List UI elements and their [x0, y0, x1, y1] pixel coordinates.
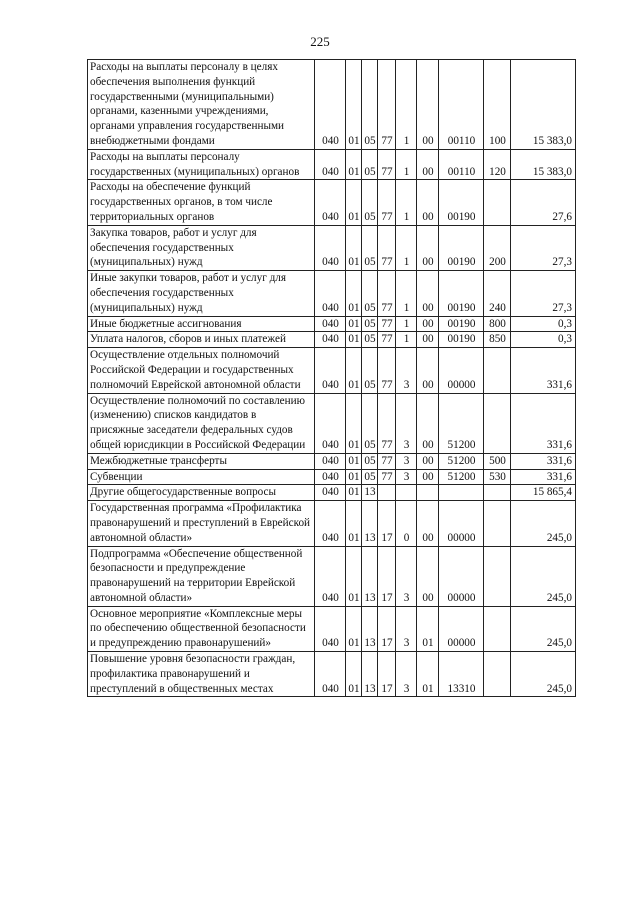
expense-type-code: 100 — [484, 60, 511, 150]
event-code: 00 — [417, 60, 439, 150]
expense-type-code: 240 — [484, 271, 511, 316]
subsection-code: 05 — [362, 149, 378, 180]
program-code: 17 — [378, 546, 396, 606]
event-code: 01 — [417, 606, 439, 651]
program-code: 77 — [378, 180, 396, 225]
table-row — [88, 149, 576, 180]
direction-code: 00000 — [439, 348, 484, 393]
direction-code: 00190 — [439, 271, 484, 316]
event-code: 00 — [417, 393, 439, 453]
budget-table — [87, 59, 576, 697]
section-code: 01 — [346, 180, 362, 225]
row-sum: 15 865,4 — [511, 485, 576, 501]
row-name: Расходы на выплаты персоналу государственных (муниципальных) органов — [88, 149, 315, 180]
subsection-code: 05 — [362, 332, 378, 348]
row-name: Осуществление полномочий по составлению (изменению) списков кандидатов в присяжные заседатели федеральных судов общей юрисдикции в Российской Федерации — [88, 393, 315, 453]
program-code: 77 — [378, 393, 396, 453]
event-code: 00 — [417, 149, 439, 180]
table-row — [88, 546, 576, 606]
row-name: Повышение уровня безопасности граждан, профилактика правонарушений и преступлений в общественных местах — [88, 652, 315, 697]
grbs-code: 040 — [315, 485, 346, 501]
grbs-code: 040 — [315, 271, 346, 316]
row-name: Осуществление отдельных полномочий Российской Федерации и государственных полномочий Еврейской автономной области — [88, 348, 315, 393]
page-number: 225 — [310, 34, 330, 49]
row-sum: 331,6 — [511, 393, 576, 453]
event-code: 00 — [417, 180, 439, 225]
section-code: 01 — [346, 60, 362, 150]
program-code: 77 — [378, 348, 396, 393]
expense-type-code: 800 — [484, 316, 511, 332]
section-code: 01 — [346, 453, 362, 469]
subsection-code: 05 — [362, 316, 378, 332]
subprogram-code: 3 — [396, 393, 417, 453]
row-sum: 245,0 — [511, 546, 576, 606]
event-code — [417, 485, 439, 501]
subprogram-code: 1 — [396, 60, 417, 150]
subprogram-code: 1 — [396, 180, 417, 225]
program-code: 77 — [378, 271, 396, 316]
direction-code: 00190 — [439, 332, 484, 348]
expense-type-code: 200 — [484, 225, 511, 270]
grbs-code: 040 — [315, 225, 346, 270]
table-row — [88, 348, 576, 393]
row-name: Иные бюджетные ассигнования — [88, 316, 315, 332]
row-name: Иные закупки товаров, работ и услуг для обеспечения государственных (муниципальных) нужд — [88, 271, 315, 316]
subsection-code: 05 — [362, 225, 378, 270]
subsection-code: 13 — [362, 546, 378, 606]
grbs-code: 040 — [315, 501, 346, 546]
section-code: 01 — [346, 316, 362, 332]
row-sum: 27,3 — [511, 271, 576, 316]
grbs-code: 040 — [315, 180, 346, 225]
subprogram-code: 3 — [396, 652, 417, 697]
subsection-code: 05 — [362, 271, 378, 316]
table-row — [88, 606, 576, 651]
section-code: 01 — [346, 606, 362, 651]
subprogram-code: 1 — [396, 332, 417, 348]
row-sum: 245,0 — [511, 501, 576, 546]
subprogram-code: 3 — [396, 606, 417, 651]
subprogram-code — [396, 485, 417, 501]
grbs-code: 040 — [315, 469, 346, 485]
row-name: Подпрограмма «Обеспечение общественной безопасности и предупреждение правонарушений на территории Еврейской автономной области» — [88, 546, 315, 606]
subsection-code: 13 — [362, 652, 378, 697]
table-row — [88, 225, 576, 270]
row-name: Субвенции — [88, 469, 315, 485]
table-row — [88, 271, 576, 316]
table-row — [88, 180, 576, 225]
section-code: 01 — [346, 485, 362, 501]
row-name: Межбюджетные трансферты — [88, 453, 315, 469]
expense-type-code — [484, 348, 511, 393]
event-code: 00 — [417, 348, 439, 393]
grbs-code: 040 — [315, 652, 346, 697]
grbs-code: 040 — [315, 316, 346, 332]
subsection-code: 05 — [362, 453, 378, 469]
grbs-code: 040 — [315, 332, 346, 348]
direction-code: 00190 — [439, 316, 484, 332]
subprogram-code: 1 — [396, 316, 417, 332]
table-row — [88, 501, 576, 546]
table-row — [88, 393, 576, 453]
section-code: 01 — [346, 501, 362, 546]
row-name: Основное мероприятие «Комплексные меры по обеспечению общественной безопасности и предупреждению правонарушений» — [88, 606, 315, 651]
event-code: 00 — [417, 332, 439, 348]
grbs-code: 040 — [315, 546, 346, 606]
subsection-code: 13 — [362, 485, 378, 501]
grbs-code: 040 — [315, 606, 346, 651]
row-name: Государственная программа «Профилактика правонарушений и преступлений в Еврейской автономной области» — [88, 501, 315, 546]
grbs-code: 040 — [315, 393, 346, 453]
expense-type-code — [484, 652, 511, 697]
section-code: 01 — [346, 225, 362, 270]
row-name: Закупка товаров, работ и услуг для обеспечения государственных (муниципальных) нужд — [88, 225, 315, 270]
row-name: Уплата налогов, сборов и иных платежей — [88, 332, 315, 348]
expense-type-code — [484, 485, 511, 501]
direction-code: 00000 — [439, 501, 484, 546]
program-code — [378, 485, 396, 501]
section-code: 01 — [346, 469, 362, 485]
subprogram-code: 3 — [396, 546, 417, 606]
row-sum: 15 383,0 — [511, 149, 576, 180]
subprogram-code: 1 — [396, 271, 417, 316]
direction-code: 51200 — [439, 469, 484, 485]
subprogram-code: 3 — [396, 453, 417, 469]
table-row — [88, 469, 576, 485]
table-row — [88, 652, 576, 697]
expense-type-code — [484, 606, 511, 651]
row-sum: 0,3 — [511, 332, 576, 348]
subsection-code: 05 — [362, 60, 378, 150]
subsection-code: 13 — [362, 501, 378, 546]
event-code: 00 — [417, 225, 439, 270]
direction-code: 00190 — [439, 225, 484, 270]
section-code: 01 — [346, 149, 362, 180]
direction-code: 00110 — [439, 60, 484, 150]
event-code: 00 — [417, 271, 439, 316]
row-name: Расходы на обеспечение функций государственных органов, в том числе территориальных органов — [88, 180, 315, 225]
subprogram-code: 0 — [396, 501, 417, 546]
row-name: Другие общегосударственные вопросы — [88, 485, 315, 501]
section-code: 01 — [346, 332, 362, 348]
expense-type-code: 530 — [484, 469, 511, 485]
row-sum: 0,3 — [511, 316, 576, 332]
direction-code: 51200 — [439, 453, 484, 469]
subsection-code: 13 — [362, 606, 378, 651]
event-code: 00 — [417, 453, 439, 469]
section-code: 01 — [346, 348, 362, 393]
expense-type-code — [484, 546, 511, 606]
table-row — [88, 453, 576, 469]
event-code: 00 — [417, 546, 439, 606]
grbs-code: 040 — [315, 149, 346, 180]
expense-type-code — [484, 180, 511, 225]
row-sum: 331,6 — [511, 469, 576, 485]
table-row — [88, 332, 576, 348]
event-code: 00 — [417, 316, 439, 332]
row-sum: 245,0 — [511, 652, 576, 697]
program-code: 77 — [378, 149, 396, 180]
section-code: 01 — [346, 652, 362, 697]
direction-code: 00190 — [439, 180, 484, 225]
expense-type-code: 120 — [484, 149, 511, 180]
expense-type-code — [484, 393, 511, 453]
direction-code — [439, 485, 484, 501]
event-code: 00 — [417, 501, 439, 546]
row-sum: 27,6 — [511, 180, 576, 225]
direction-code: 51200 — [439, 393, 484, 453]
subprogram-code: 1 — [396, 149, 417, 180]
expense-type-code — [484, 501, 511, 546]
section-code: 01 — [346, 393, 362, 453]
row-sum: 331,6 — [511, 453, 576, 469]
event-code: 00 — [417, 469, 439, 485]
section-code: 01 — [346, 546, 362, 606]
subsection-code: 05 — [362, 348, 378, 393]
direction-code: 00000 — [439, 606, 484, 651]
row-sum: 27,3 — [511, 225, 576, 270]
program-code: 77 — [378, 225, 396, 270]
grbs-code: 040 — [315, 453, 346, 469]
table-row — [88, 60, 576, 150]
table-row — [88, 316, 576, 332]
subprogram-code: 3 — [396, 348, 417, 393]
subprogram-code: 3 — [396, 469, 417, 485]
program-code: 17 — [378, 501, 396, 546]
program-code: 77 — [378, 453, 396, 469]
subsection-code: 05 — [362, 469, 378, 485]
subsection-code: 05 — [362, 180, 378, 225]
event-code: 01 — [417, 652, 439, 697]
row-sum: 15 383,0 — [511, 60, 576, 150]
direction-code: 13310 — [439, 652, 484, 697]
grbs-code: 040 — [315, 348, 346, 393]
program-code: 77 — [378, 332, 396, 348]
grbs-code: 040 — [315, 60, 346, 150]
expense-type-code: 500 — [484, 453, 511, 469]
row-sum: 331,6 — [511, 348, 576, 393]
row-name: Расходы на выплаты персоналу в целях обеспечения выполнения функций государственными (муниципальными) органами, казенными учреждениями, органами управления государственными внебюджетными фондами — [88, 60, 315, 150]
section-code: 01 — [346, 271, 362, 316]
expense-type-code: 850 — [484, 332, 511, 348]
direction-code: 00110 — [439, 149, 484, 180]
subprogram-code: 1 — [396, 225, 417, 270]
program-code: 17 — [378, 606, 396, 651]
program-code: 77 — [378, 60, 396, 150]
program-code: 17 — [378, 652, 396, 697]
direction-code: 00000 — [439, 546, 484, 606]
subsection-code: 05 — [362, 393, 378, 453]
row-sum: 245,0 — [511, 606, 576, 651]
program-code: 77 — [378, 316, 396, 332]
table-row — [88, 485, 576, 501]
program-code: 77 — [378, 469, 396, 485]
